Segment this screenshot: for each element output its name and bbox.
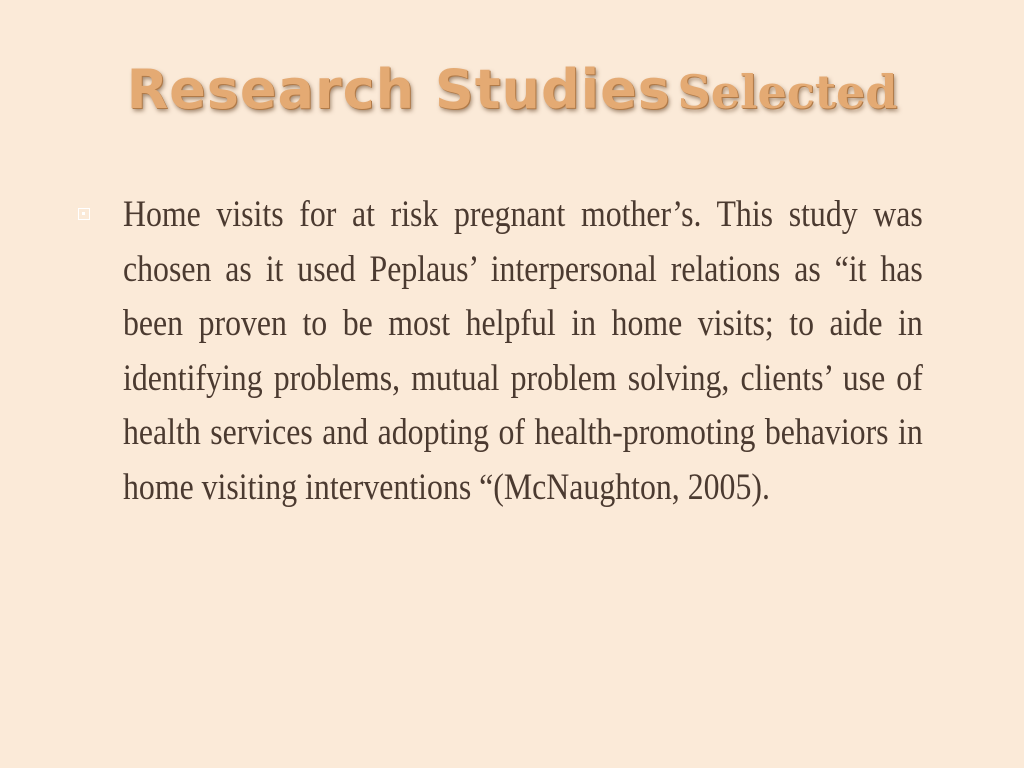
square-bullet-icon (78, 208, 90, 220)
bullet-text: Home visits for at risk pregnant mother’s. This study was chosen as it used Peplaus’ interpersonal relations as “it has been proven to be most helpful in home visits; to aide in identifying problems, mutual problem solving, clients’ use of health services and adopting of health-promoting behaviors in home visiting interventions “(McNaughton, 2005). (123, 194, 923, 508)
title-main: Research Studies (126, 58, 671, 121)
slide-content (78, 188, 938, 515)
slide-title (0, 58, 1024, 121)
bullet-item (78, 188, 938, 515)
title-sub: Selected (677, 65, 898, 119)
